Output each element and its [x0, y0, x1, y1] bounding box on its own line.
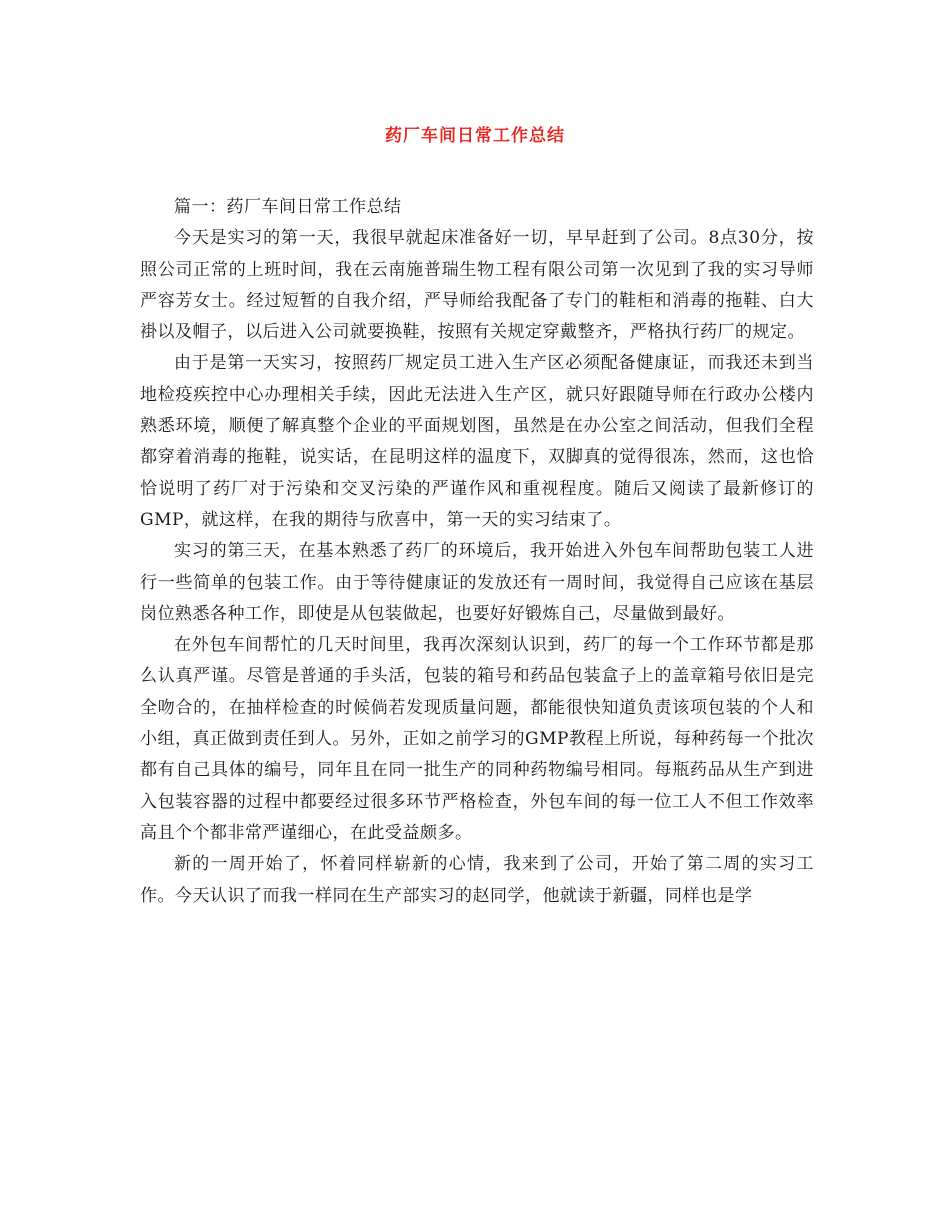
paragraph: 实习的第三天，在基本熟悉了药厂的环境后，我开始进入外包车间帮助包装工人进行一些简单的包装工作。由于等待健康证的发放还有一周时间，我觉得自己应该在基层岗位熟悉各种工作，即使是从包装做起，也要好好锻炼自己，尽量做到最好。 — [140, 541, 814, 624]
paragraph: 新的一周开始了，怀着同样崭新的心情，我来到了公司，开始了第二周的实习工作。今天认识了而我一样同在生产部实习的赵同学，他就读于新疆，同样也是学 — [140, 854, 814, 906]
paragraph: 今天是实习的第一天，我很早就起床准备好一切，早早赶到了公司。8点30分，按照公司正常的上班时间，我在云南施普瑞生物工程有限公司第一次见到了我的实习导师严容芳女士。经过短暂的自我介绍，严导师给我配备了专门的鞋柜和消毒的拖鞋、白大褂以及帽子，以后进入公司就要换鞋，按照有关规定穿戴整齐，严格执行药厂的规定。 — [140, 228, 814, 343]
paragraph: 在外包车间帮忙的几天时间里，我再次深刻认识到，药厂的每一个工作环节都是那么认真严谨。尽管是普通的手头活，包装的箱号和药品包装盒子上的盖章箱号依旧是完全吻合的，在抽样检查的时候倘若发现质量问题，都能很快知道负责该项包装的个人和小组，真正做到责任到人。另外，正如之前学习的GMP教程上所说，每种药每一个批次都有自己具体的编号，同年且在同一批生产的同种药物编号相同。每瓶药品从生产到进入包装容器的过程中都要经过很多环节严格检查，外包车间的每一位工人不但工作效率高且个个都非常严谨细心，在此受益颇多。 — [140, 635, 814, 843]
document-title: 药厂车间日常工作总结 — [385, 126, 565, 146]
document-body — [140, 192, 814, 912]
paragraph: 由于是第一天实习，按照药厂规定员工进入生产区必须配备健康证，而我还未到当地检疫疾控中心办理相关手续，因此无法进入生产区，就只好跟随导师在行政办公楼内熟悉环境，顺便了解真整个企业的平面规划图，虽然是在办公室之间活动，但我们全程都穿着消毒的拖鞋，说实话，在昆明这样的温度下，双脚真的觉得很冻，然而，这也恰恰说明了药厂对于污染和交叉污染的严谨作风和重视程度。随后又阅读了最新修订的GMP，就这样，在我的期待与欣喜中，第一天的实习结束了。 — [140, 353, 814, 530]
section-heading: 篇一：药厂车间日常工作总结 — [174, 197, 402, 217]
